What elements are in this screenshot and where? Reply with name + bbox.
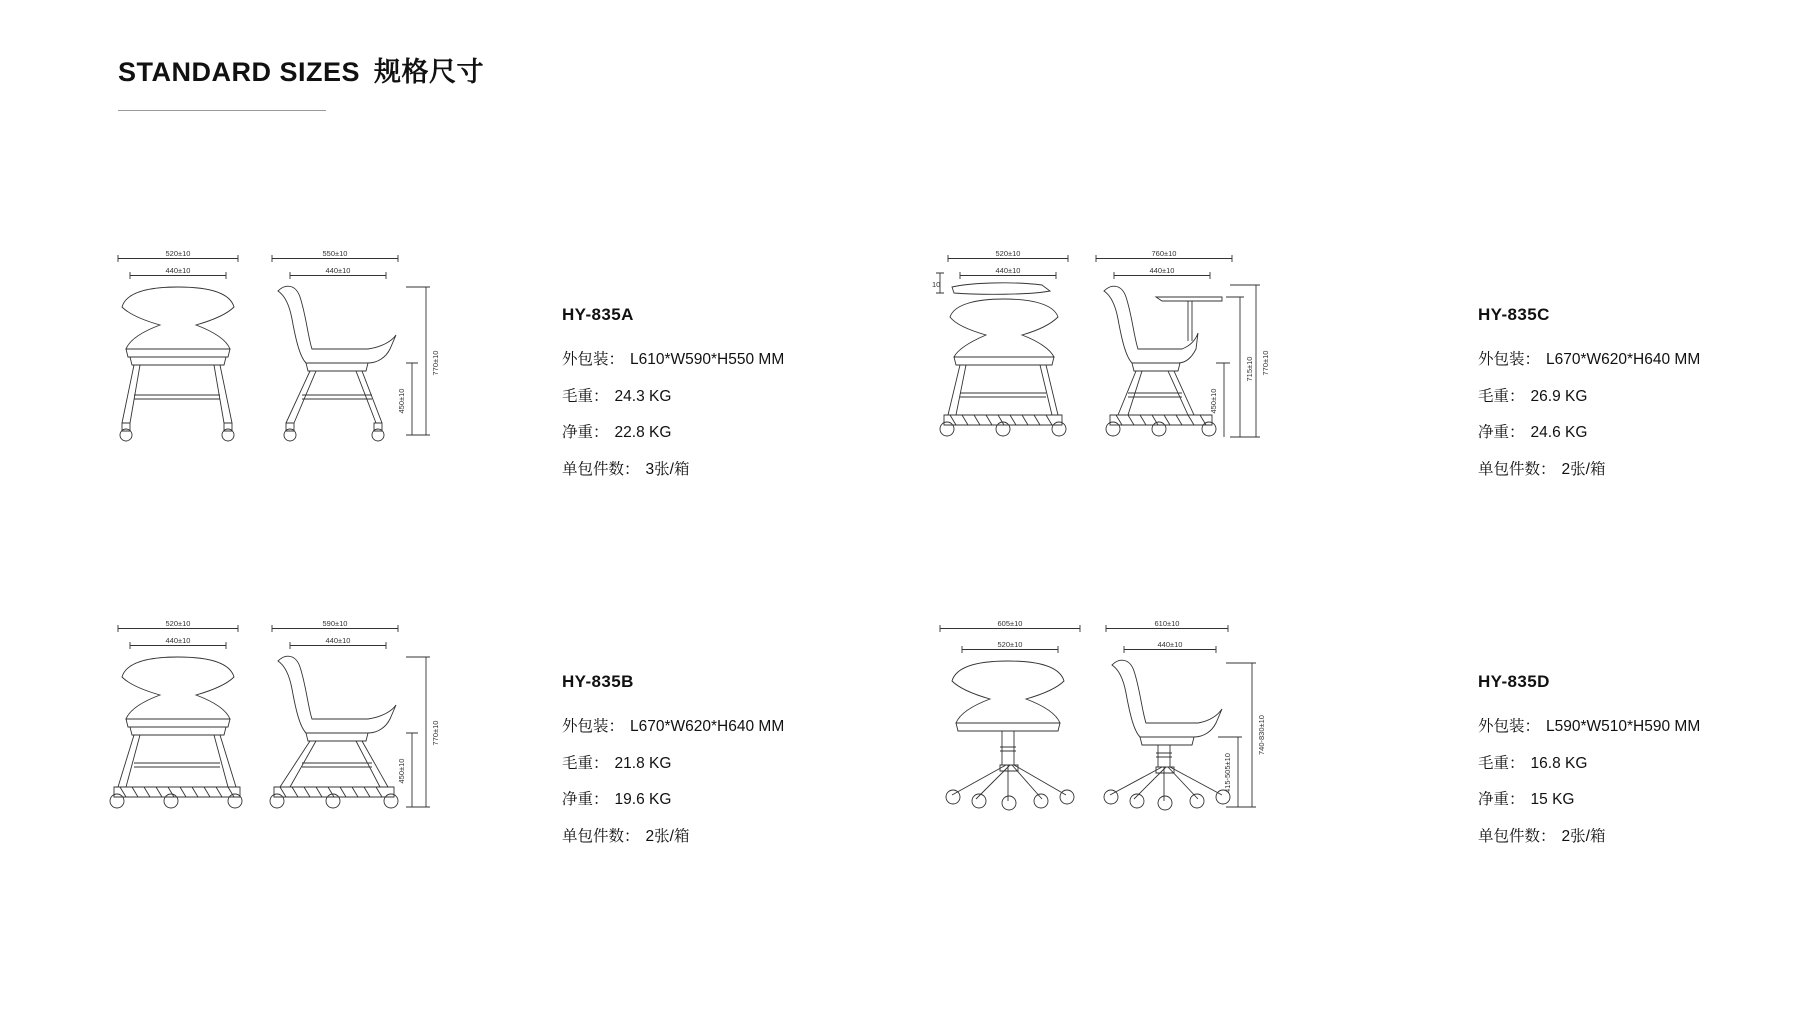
drawing-hy-835b [100, 615, 520, 885]
spec-label: 净重： [1478, 791, 1525, 809]
spec-value: 19.6 KG [614, 791, 672, 809]
specs-hy-835d [1478, 672, 1700, 864]
dim-front-outer-d: 605±10 [997, 619, 1023, 628]
spec-label: 外包装： [562, 351, 625, 368]
dim-height-total-d: 740-830±10 [1257, 715, 1266, 755]
spec-value: L590*W510*H590 MM [1546, 718, 1701, 735]
specs-hy-835b [562, 672, 784, 864]
spec-gross-weight-d [1478, 755, 1700, 774]
dim-front-outer-a: 520±10 [165, 249, 191, 258]
spec-label: 外包装： [1478, 351, 1541, 368]
dim-height-total-c: 770±10 [1261, 350, 1270, 376]
drawing-hy-835d [930, 615, 1350, 885]
dim-height-seat-b: 450±10 [397, 758, 406, 784]
spec-value: 21.8 KG [614, 754, 672, 772]
dim-front-inner-b: 440±10 [165, 636, 191, 645]
spec-value: 2张/箱 [1561, 460, 1606, 478]
dim-side-inner-a: 440±10 [325, 266, 351, 275]
spec-value: 2张/箱 [1561, 827, 1606, 845]
spec-value: L610*W590*H550 MM [630, 351, 785, 368]
spec-packaging-c [1478, 351, 1700, 370]
dim-tablet-thickness-c: 10 [932, 280, 941, 289]
model-name-hy-835d: HY-835D [1478, 672, 1550, 691]
spec-label: 外包装： [562, 718, 625, 735]
spec-net-weight-c [1478, 424, 1700, 443]
specs-hy-835c [1478, 305, 1700, 497]
spec-qty-per-carton-c [1478, 461, 1700, 480]
spec-value: 16.8 KG [1530, 754, 1588, 772]
spec-net-weight-a [562, 424, 784, 443]
spec-value: L670*W620*H640 MM [1546, 351, 1701, 368]
spec-value: L670*W620*H640 MM [630, 718, 785, 735]
spec-qty-per-carton-b [562, 828, 784, 847]
spec-qty-per-carton-d [1478, 828, 1700, 847]
model-name-hy-835b: HY-835B [562, 672, 634, 691]
spec-value: 24.3 KG [614, 387, 672, 405]
model-name-hy-835c: HY-835C [1478, 305, 1550, 324]
dim-side-outer-b: 590±10 [322, 619, 348, 628]
dim-height-seat-c: 450±10 [1209, 388, 1218, 414]
dim-height-seat-a: 450±10 [397, 388, 406, 414]
spec-label: 净重： [1478, 424, 1525, 442]
spec-label: 毛重： [1478, 754, 1525, 772]
spec-label: 单包件数： [1478, 827, 1556, 845]
dim-front-outer-b: 520±10 [165, 619, 191, 628]
spec-label: 单包件数： [562, 827, 640, 845]
spec-value: 26.9 KG [1530, 387, 1588, 405]
drawing-hy-835a [100, 245, 520, 515]
spec-label: 单包件数： [1478, 460, 1556, 478]
spec-label: 净重： [562, 424, 609, 442]
page-title-text [118, 50, 484, 89]
dim-side-outer-d: 610±10 [1154, 619, 1180, 628]
spec-qty-per-carton-a [562, 461, 784, 480]
spec-packaging-b [562, 718, 784, 737]
spec-label: 外包装： [1478, 718, 1541, 735]
drawing-hy-835c [930, 245, 1350, 515]
dim-height-total-a: 770±10 [431, 350, 440, 376]
spec-label: 单包件数： [562, 460, 640, 478]
dim-front-inner-c: 440±10 [995, 266, 1021, 275]
spec-gross-weight-b [562, 755, 784, 774]
model-name-hy-835a: HY-835A [562, 305, 634, 324]
dim-front-outer-c: 520±10 [995, 249, 1021, 258]
spec-gross-weight-a [562, 388, 784, 407]
dim-side-outer-a: 550±10 [322, 249, 348, 258]
spec-value: 15 KG [1530, 791, 1575, 809]
spec-value: 2张/箱 [645, 827, 690, 845]
dim-front-inner-a: 440±10 [165, 266, 191, 275]
spec-value: 22.8 KG [614, 424, 672, 442]
dim-side-inner-c: 440±10 [1149, 266, 1175, 275]
dim-front-inner-d: 520±10 [997, 640, 1023, 649]
spec-net-weight-d [1478, 791, 1700, 810]
spec-value: 3张/箱 [645, 460, 690, 478]
dim-height-seat-d: 415-505±10 [1223, 753, 1232, 793]
spec-label: 净重： [562, 791, 609, 809]
dim-side-outer-c: 760±10 [1151, 249, 1177, 258]
page-title [118, 50, 484, 89]
spec-value: 24.6 KG [1530, 424, 1588, 442]
spec-packaging-d [1478, 718, 1700, 737]
title-divider [118, 110, 326, 111]
page-title-cn: 规格尺寸 [374, 57, 485, 87]
dim-height-arm-c: 715±10 [1245, 356, 1254, 382]
dim-side-inner-d: 440±10 [1157, 640, 1183, 649]
spec-gross-weight-c [1478, 388, 1700, 407]
spec-net-weight-b [562, 791, 784, 810]
dim-side-inner-b: 440±10 [325, 636, 351, 645]
spec-label: 毛重： [562, 754, 609, 772]
page-title-en: STANDARD SIZES [118, 57, 361, 87]
specs-hy-835a [562, 305, 784, 497]
spec-packaging-a [562, 351, 784, 370]
spec-label: 毛重： [562, 387, 609, 405]
spec-label: 毛重： [1478, 387, 1525, 405]
dim-height-total-b: 770±10 [431, 720, 440, 746]
